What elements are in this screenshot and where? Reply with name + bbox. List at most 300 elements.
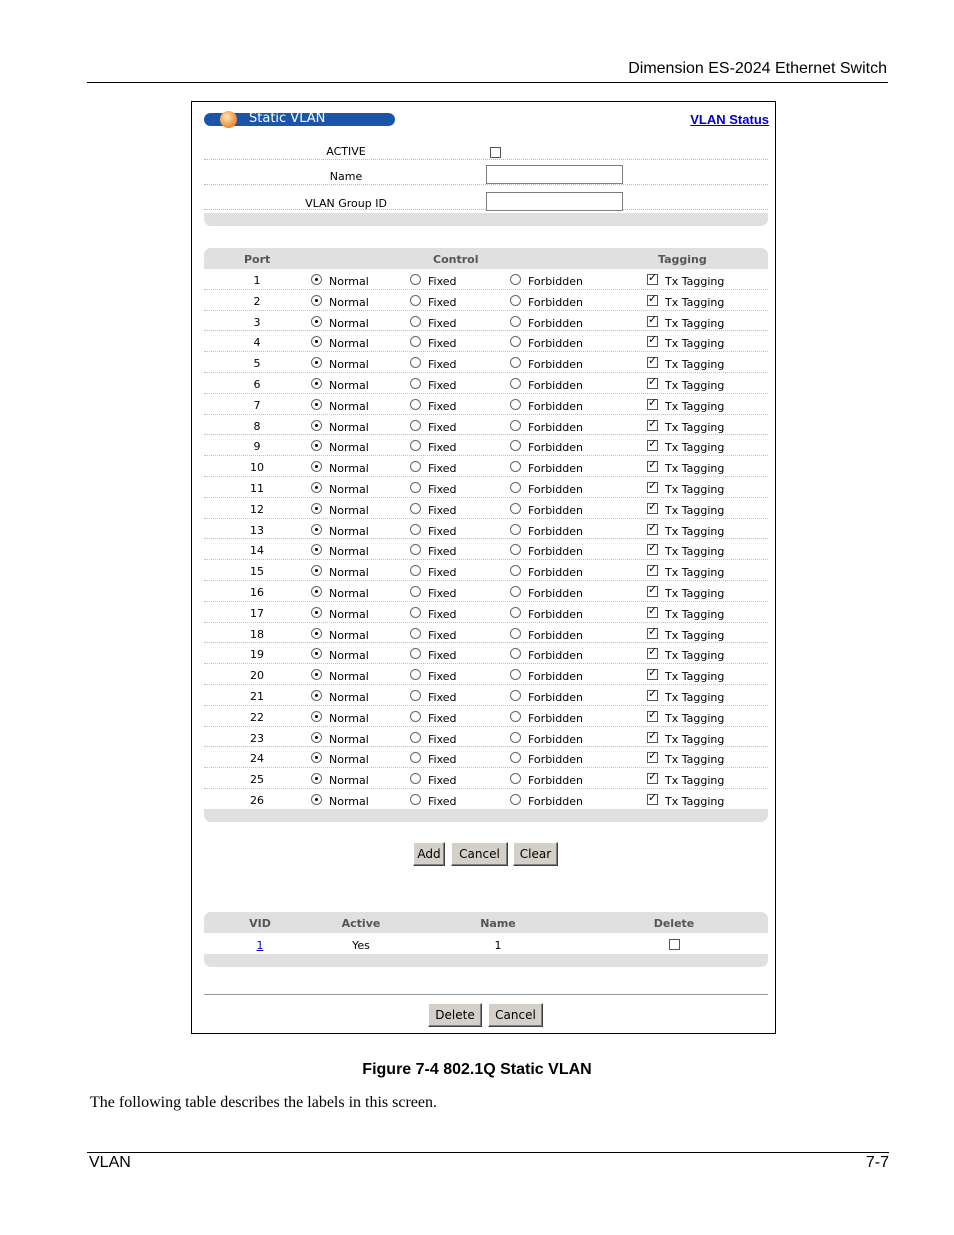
control-forbidden-radio[interactable] [510, 752, 521, 763]
control-fixed-label: Fixed [428, 711, 457, 725]
control-forbidden-radio[interactable] [510, 440, 521, 451]
table-row [204, 643, 768, 664]
control-normal-radio[interactable] [311, 773, 322, 784]
control-fixed-label: Fixed [428, 587, 457, 600]
table-row [204, 435, 768, 456]
vid-link[interactable]: 1 [256, 939, 264, 952]
tx-tagging-label: Tx Tagging [665, 566, 725, 580]
tx-tagging-checkbox[interactable] [647, 357, 658, 368]
control-forbidden-label: Forbidden [528, 587, 583, 600]
tx-tagging-label: Tx Tagging [665, 795, 725, 808]
control-fixed-radio[interactable] [410, 461, 421, 472]
control-fixed-label: Fixed [428, 316, 457, 330]
control-fixed-label: Fixed [428, 753, 457, 767]
vid-header: VID [249, 917, 271, 930]
vlan-list-footer [204, 954, 768, 967]
control-forbidden-radio[interactable] [510, 461, 521, 472]
active-checkbox[interactable] [490, 147, 501, 158]
tx-tagging-checkbox[interactable] [647, 336, 658, 347]
control-forbidden-radio[interactable] [510, 586, 521, 597]
tx-tagging-label: Tx Tagging [665, 275, 725, 288]
table-row [204, 539, 768, 560]
control-forbidden-radio[interactable] [510, 420, 521, 431]
tx-tagging-checkbox[interactable] [647, 316, 658, 327]
control-forbidden-label: Forbidden [528, 774, 583, 788]
control-normal-label: Normal [329, 607, 369, 621]
control-forbidden-radio[interactable] [510, 399, 521, 410]
control-fixed-label: Fixed [428, 295, 457, 309]
control-forbidden-label: Forbidden [528, 295, 583, 309]
control-forbidden-label: Forbidden [528, 316, 583, 330]
control-normal-radio[interactable] [311, 274, 322, 285]
active-label: ACTIVE [326, 145, 366, 158]
control-fixed-label: Fixed [428, 379, 457, 392]
table-row [204, 477, 768, 498]
port-number: 19 [250, 648, 264, 662]
port-number: 7 [253, 398, 261, 412]
control-forbidden-radio[interactable] [510, 482, 521, 493]
control-normal-label: Normal [329, 462, 369, 476]
delete-checkbox[interactable] [669, 939, 680, 950]
control-normal-label: Normal [329, 753, 369, 767]
control-fixed-label: Fixed [428, 358, 457, 372]
tx-tagging-checkbox[interactable] [647, 690, 658, 701]
name-row [204, 159, 768, 185]
port-table-footer [204, 809, 768, 822]
control-normal-radio[interactable] [311, 336, 322, 347]
panel-title: Static VLAN [249, 111, 326, 126]
control-fixed-label: Fixed [428, 628, 457, 642]
config-footer-bar [204, 213, 768, 226]
tx-tagging-checkbox[interactable] [647, 440, 658, 451]
port-number: 9 [253, 440, 261, 454]
tx-tagging-checkbox[interactable] [647, 524, 658, 535]
port-number: 22 [250, 710, 264, 724]
tx-tagging-label: Tx Tagging [665, 295, 725, 309]
control-fixed-radio[interactable] [410, 440, 421, 451]
tx-tagging-checkbox[interactable] [647, 420, 658, 431]
control-fixed-label: Fixed [428, 607, 457, 621]
control-forbidden-radio[interactable] [510, 732, 521, 743]
table-row [204, 394, 768, 415]
control-forbidden-radio[interactable] [510, 669, 521, 680]
control-normal-label: Normal [329, 732, 369, 746]
tx-tagging-checkbox[interactable] [647, 565, 658, 576]
control-fixed-radio[interactable] [410, 357, 421, 368]
table-row [204, 747, 768, 768]
control-normal-radio[interactable] [311, 461, 322, 472]
control-fixed-label: Fixed [428, 691, 457, 704]
tx-tagging-label: Tx Tagging [665, 774, 725, 788]
control-forbidden-radio[interactable] [510, 544, 521, 555]
control-forbidden-label: Forbidden [528, 607, 583, 621]
port-number: 11 [250, 482, 264, 495]
control-normal-label: Normal [329, 295, 369, 309]
control-fixed-radio[interactable] [410, 711, 421, 722]
tx-tagging-checkbox[interactable] [647, 648, 658, 659]
tx-tagging-checkbox[interactable] [647, 732, 658, 743]
tx-tagging-checkbox[interactable] [647, 628, 658, 639]
control-normal-label: Normal [329, 774, 369, 788]
control-normal-radio[interactable] [311, 690, 322, 701]
control-normal-radio[interactable] [311, 648, 322, 659]
control-normal-radio[interactable] [311, 357, 322, 368]
tx-tagging-checkbox[interactable] [647, 752, 658, 763]
control-fixed-label: Fixed [428, 462, 457, 476]
control-normal-radio[interactable] [311, 607, 322, 618]
control-fixed-label: Fixed [428, 774, 457, 788]
document-header [87, 58, 888, 83]
control-forbidden-radio[interactable] [510, 357, 521, 368]
control-fixed-radio[interactable] [410, 565, 421, 576]
control-fixed-radio[interactable] [410, 503, 421, 514]
control-forbidden-label: Forbidden [528, 524, 583, 538]
document-footer [87, 1152, 889, 1171]
table-row [204, 664, 768, 685]
table-row [204, 456, 768, 477]
control-fixed-radio[interactable] [410, 607, 421, 618]
add-button[interactable]: Add [413, 842, 445, 866]
control-forbidden-label: Forbidden [528, 483, 583, 496]
tx-tagging-label: Tx Tagging [665, 399, 725, 413]
tx-tagging-checkbox[interactable] [647, 274, 658, 285]
control-normal-label: Normal [329, 795, 369, 808]
tx-tagging-checkbox[interactable] [647, 586, 658, 597]
group-id-row [204, 184, 768, 210]
control-fixed-radio[interactable] [410, 628, 421, 639]
control-forbidden-label: Forbidden [528, 670, 583, 684]
control-fixed-radio[interactable] [410, 544, 421, 555]
tx-tagging-label: Tx Tagging [665, 753, 725, 767]
port-number: 4 [253, 336, 261, 350]
clear-button[interactable]: Clear [513, 842, 558, 866]
control-normal-label: Normal [329, 275, 369, 288]
control-normal-label: Normal [329, 399, 369, 413]
cancel-button[interactable]: Cancel [451, 842, 508, 866]
footer-right: 7-7 [865, 1154, 889, 1171]
port-number: 25 [250, 773, 264, 787]
tx-tagging-checkbox[interactable] [647, 794, 658, 805]
tx-tagging-label: Tx Tagging [665, 628, 725, 642]
control-forbidden-radio[interactable] [510, 607, 521, 618]
control-fixed-label: Fixed [428, 503, 457, 517]
control-forbidden-radio[interactable] [510, 628, 521, 639]
port-number: 3 [253, 315, 261, 329]
control-normal-radio[interactable] [311, 565, 322, 576]
port-header: Port [244, 253, 271, 266]
control-fixed-radio[interactable] [410, 524, 421, 535]
table-row [204, 290, 768, 311]
control-normal-radio[interactable] [311, 295, 322, 306]
port-number: 1 [253, 274, 261, 287]
control-forbidden-label: Forbidden [528, 358, 583, 372]
port-number: 10 [250, 461, 264, 475]
table-row [204, 933, 768, 954]
control-fixed-label: Fixed [428, 732, 457, 746]
table-row [204, 685, 768, 706]
port-number: 8 [253, 419, 261, 433]
control-normal-label: Normal [329, 587, 369, 600]
control-forbidden-radio[interactable] [510, 648, 521, 659]
control-forbidden-label: Forbidden [528, 545, 583, 559]
control-fixed-radio[interactable] [410, 295, 421, 306]
active-row [204, 134, 768, 160]
control-forbidden-radio[interactable] [510, 565, 521, 576]
control-forbidden-label: Forbidden [528, 649, 583, 663]
tx-tagging-label: Tx Tagging [665, 379, 725, 392]
divider [204, 994, 768, 995]
control-normal-label: Normal [329, 316, 369, 330]
table-row [204, 373, 768, 394]
tx-tagging-checkbox[interactable] [647, 607, 658, 618]
control-fixed-label: Fixed [428, 275, 457, 288]
control-normal-label: Normal [329, 649, 369, 663]
control-normal-radio[interactable] [311, 524, 322, 535]
control-normal-radio[interactable] [311, 628, 322, 639]
table-row [204, 331, 768, 352]
control-forbidden-label: Forbidden [528, 420, 583, 434]
port-number: 14 [250, 544, 264, 558]
static-vlan-panel [191, 101, 776, 1034]
table-row [204, 311, 768, 332]
control-forbidden-label: Forbidden [528, 566, 583, 580]
orb-icon [220, 111, 237, 128]
control-forbidden-label: Forbidden [528, 691, 583, 704]
port-number: 6 [253, 378, 261, 391]
table-row [204, 706, 768, 727]
control-fixed-radio[interactable] [410, 420, 421, 431]
control-fixed-radio[interactable] [410, 586, 421, 597]
tx-tagging-label: Tx Tagging [665, 503, 725, 517]
control-normal-label: Normal [329, 711, 369, 725]
tx-tagging-checkbox[interactable] [647, 669, 658, 680]
control-fixed-label: Fixed [428, 441, 457, 455]
tx-tagging-label: Tx Tagging [665, 441, 725, 455]
control-forbidden-radio[interactable] [510, 295, 521, 306]
tx-tagging-checkbox[interactable] [647, 544, 658, 555]
port-number: 13 [250, 523, 264, 537]
control-forbidden-label: Forbidden [528, 753, 583, 767]
control-fixed-radio[interactable] [410, 773, 421, 784]
name-header: Name [480, 917, 516, 930]
table-row [204, 789, 768, 810]
tx-tagging-label: Tx Tagging [665, 732, 725, 746]
body-text: The following table describes the labels in this screen. [90, 1094, 438, 1111]
control-fixed-label: Fixed [428, 545, 457, 559]
control-normal-radio[interactable] [311, 503, 322, 514]
tx-tagging-label: Tx Tagging [665, 524, 725, 538]
control-fixed-radio[interactable] [410, 648, 421, 659]
vlan-config-form [204, 134, 768, 226]
control-normal-radio[interactable] [311, 752, 322, 763]
control-normal-radio[interactable] [311, 586, 322, 597]
title-bar [204, 113, 395, 126]
vlan-list-table [204, 912, 768, 967]
port-number: 20 [250, 669, 264, 683]
control-forbidden-label: Forbidden [528, 711, 583, 725]
tx-tagging-checkbox[interactable] [647, 773, 658, 784]
control-fixed-label: Fixed [428, 795, 457, 808]
table-row [204, 602, 768, 623]
control-fixed-label: Fixed [428, 649, 457, 663]
name-value: 1 [494, 939, 502, 952]
control-normal-label: Normal [329, 691, 369, 704]
control-header: Control [433, 253, 479, 266]
control-normal-radio[interactable] [311, 669, 322, 680]
name-input[interactable] [486, 165, 623, 184]
tx-tagging-label: Tx Tagging [665, 649, 725, 663]
cancel-delete-button[interactable]: Cancel [488, 1003, 543, 1027]
control-forbidden-radio[interactable] [510, 773, 521, 784]
tx-tagging-label: Tx Tagging [665, 607, 725, 621]
port-number: 12 [250, 502, 264, 516]
port-number: 2 [253, 294, 261, 308]
control-forbidden-radio[interactable] [510, 524, 521, 535]
control-normal-radio[interactable] [311, 794, 322, 805]
table-row [204, 519, 768, 540]
control-normal-label: Normal [329, 441, 369, 455]
tx-tagging-checkbox[interactable] [647, 482, 658, 493]
tx-tagging-label: Tx Tagging [665, 691, 725, 704]
control-forbidden-radio[interactable] [510, 316, 521, 327]
control-fixed-label: Fixed [428, 483, 457, 496]
control-forbidden-label: Forbidden [528, 503, 583, 517]
control-fixed-radio[interactable] [410, 690, 421, 701]
control-forbidden-radio[interactable] [510, 336, 521, 347]
tx-tagging-label: Tx Tagging [665, 545, 725, 559]
tx-tagging-checkbox[interactable] [647, 461, 658, 472]
control-fixed-radio[interactable] [410, 669, 421, 680]
table-row [204, 581, 768, 602]
control-normal-label: Normal [329, 628, 369, 642]
control-fixed-label: Fixed [428, 670, 457, 684]
control-normal-label: Normal [329, 358, 369, 372]
control-normal-label: Normal [329, 545, 369, 559]
control-fixed-label: Fixed [428, 337, 457, 351]
delete-button[interactable]: Delete [428, 1003, 482, 1027]
tx-tagging-checkbox[interactable] [647, 711, 658, 722]
control-fixed-radio[interactable] [410, 336, 421, 347]
tx-tagging-label: Tx Tagging [665, 711, 725, 725]
control-forbidden-radio[interactable] [510, 503, 521, 514]
control-fixed-label: Fixed [428, 399, 457, 413]
port-number: 26 [250, 794, 264, 807]
tx-tagging-checkbox[interactable] [647, 295, 658, 306]
name-label: Name [329, 170, 363, 183]
control-fixed-radio[interactable] [410, 274, 421, 285]
control-forbidden-radio[interactable] [510, 711, 521, 722]
control-normal-label: Normal [329, 566, 369, 580]
port-table-header [204, 248, 768, 269]
tx-tagging-label: Tx Tagging [665, 462, 725, 476]
control-forbidden-label: Forbidden [528, 732, 583, 746]
control-fixed-label: Fixed [428, 524, 457, 538]
control-normal-radio[interactable] [311, 732, 322, 743]
port-table [204, 248, 768, 822]
table-row [204, 269, 768, 290]
control-fixed-radio[interactable] [410, 732, 421, 743]
port-number: 18 [250, 627, 264, 641]
group-id-input[interactable] [486, 192, 623, 211]
control-normal-label: Normal [329, 524, 369, 538]
tx-tagging-label: Tx Tagging [665, 483, 725, 496]
table-row [204, 768, 768, 789]
document-title: Dimension ES-2024 Ethernet Switch [628, 60, 887, 77]
tx-tagging-label: Tx Tagging [665, 337, 725, 351]
control-forbidden-label: Forbidden [528, 628, 583, 642]
control-fixed-radio[interactable] [410, 482, 421, 493]
control-normal-radio[interactable] [311, 378, 322, 389]
table-row [204, 623, 768, 644]
control-forbidden-radio[interactable] [510, 794, 521, 805]
tx-tagging-label: Tx Tagging [665, 358, 725, 372]
figure-caption: Figure 7-4 802.1Q Static VLAN [362, 1061, 592, 1078]
tx-tagging-label: Tx Tagging [665, 420, 725, 434]
control-forbidden-label: Forbidden [528, 795, 583, 808]
control-forbidden-label: Forbidden [528, 399, 583, 413]
control-normal-radio[interactable] [311, 711, 322, 722]
control-forbidden-label: Forbidden [528, 275, 583, 288]
table-row [204, 498, 768, 519]
group-id-label: VLAN Group ID [305, 197, 387, 210]
control-forbidden-label: Forbidden [528, 337, 583, 351]
control-forbidden-label: Forbidden [528, 441, 583, 455]
port-number: 23 [250, 731, 264, 745]
control-forbidden-label: Forbidden [528, 462, 583, 476]
tx-tagging-label: Tx Tagging [665, 316, 725, 330]
control-fixed-radio[interactable] [410, 794, 421, 805]
control-fixed-radio[interactable] [410, 378, 421, 389]
active-value: Yes [352, 939, 370, 952]
vlan-list-header [204, 912, 768, 933]
control-forbidden-radio[interactable] [510, 378, 521, 389]
control-forbidden-radio[interactable] [510, 274, 521, 285]
table-row [204, 727, 768, 748]
port-number: 17 [250, 606, 264, 620]
port-number: 16 [250, 586, 264, 599]
tx-tagging-checkbox[interactable] [647, 399, 658, 410]
table-row [204, 352, 768, 373]
control-fixed-radio[interactable] [410, 399, 421, 410]
table-row [204, 560, 768, 581]
vlan-status-link[interactable]: VLAN Status [690, 112, 769, 127]
footer-left: VLAN [89, 1154, 131, 1171]
control-forbidden-label: Forbidden [528, 379, 583, 392]
tagging-header: Tagging [658, 253, 707, 266]
control-normal-radio[interactable] [311, 420, 322, 431]
control-normal-radio[interactable] [311, 316, 322, 327]
control-normal-label: Normal [329, 503, 369, 517]
tx-tagging-checkbox[interactable] [647, 378, 658, 389]
control-normal-radio[interactable] [311, 399, 322, 410]
control-fixed-radio[interactable] [410, 752, 421, 763]
control-fixed-label: Fixed [428, 420, 457, 434]
tx-tagging-label: Tx Tagging [665, 670, 725, 684]
control-fixed-radio[interactable] [410, 316, 421, 327]
tx-tagging-checkbox[interactable] [647, 503, 658, 514]
control-normal-label: Normal [329, 670, 369, 684]
control-normal-radio[interactable] [311, 544, 322, 555]
port-number: 21 [250, 690, 264, 703]
control-fixed-label: Fixed [428, 566, 457, 580]
port-number: 15 [250, 565, 264, 579]
tx-tagging-label: Tx Tagging [665, 587, 725, 600]
control-normal-label: Normal [329, 483, 369, 496]
control-normal-radio[interactable] [311, 482, 322, 493]
table-row [204, 415, 768, 436]
control-forbidden-radio[interactable] [510, 690, 521, 701]
control-normal-radio[interactable] [311, 440, 322, 451]
